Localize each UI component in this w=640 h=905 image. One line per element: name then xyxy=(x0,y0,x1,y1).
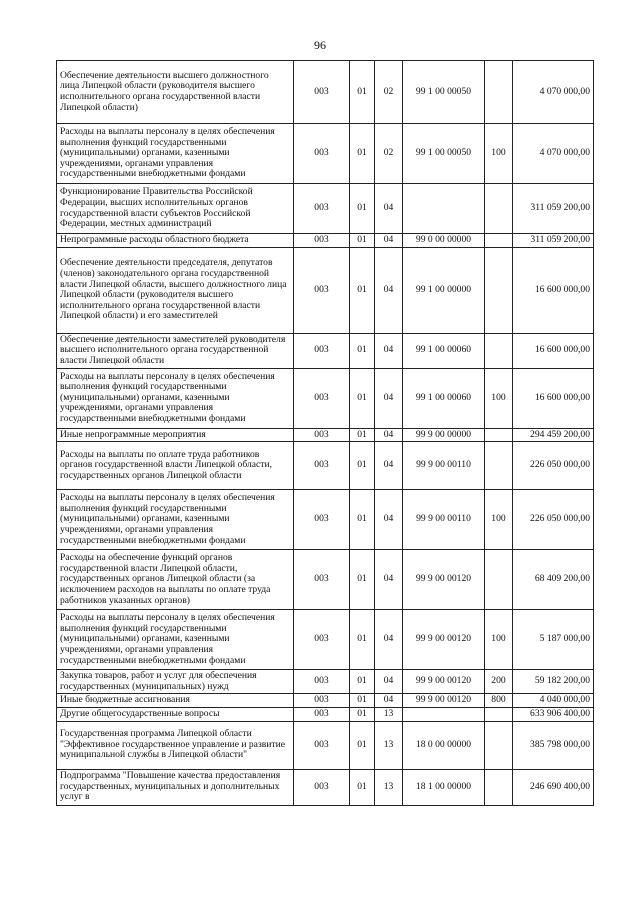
cell-section: 01 xyxy=(350,61,375,124)
cell-admin-code: 003 xyxy=(294,333,350,368)
table-row xyxy=(57,124,594,184)
cell-target-article: 99 0 00 00000 xyxy=(403,234,485,248)
cell-section: 01 xyxy=(350,442,375,490)
cell-amount: 311 059 200,00 xyxy=(513,234,594,248)
cell-section: 01 xyxy=(350,610,375,670)
cell-subsection: 13 xyxy=(375,769,403,805)
cell-expense-type: 800 xyxy=(485,694,513,708)
cell-admin-code: 003 xyxy=(294,124,350,184)
cell-admin-code: 003 xyxy=(294,550,350,610)
cell-admin-code: 003 xyxy=(294,490,350,550)
cell-target-article: 99 1 00 00050 xyxy=(403,61,485,124)
cell-admin-code: 003 xyxy=(294,428,350,442)
cell-expense-type: 100 xyxy=(485,368,513,428)
cell-subsection: 04 xyxy=(375,610,403,670)
cell-expense-type xyxy=(485,707,513,721)
cell-name: Иные бюджетные ассигнования xyxy=(57,694,294,708)
cell-name: Государственная программа Липецкой области "Эффективное государственное управление и развитие муниципальной службы в Липецкой области" xyxy=(57,721,294,769)
cell-expense-type xyxy=(485,234,513,248)
cell-name: Расходы на выплаты персоналу в целях обеспечения выполнения функций государственными (муниципальными) органами, казенными учреждениями, органами управления государственными внебюджетными фондами xyxy=(57,124,294,184)
table-row xyxy=(57,234,594,248)
cell-amount: 311 059 200,00 xyxy=(513,184,594,234)
table-row xyxy=(57,247,594,333)
cell-expense-type: 100 xyxy=(485,610,513,670)
cell-name: Расходы на выплаты по оплате труда работников органов государственной власти Липецкой области, государственных органов Липецкой области xyxy=(57,442,294,490)
cell-name: Расходы на выплаты персоналу в целях обеспечения выполнения функций государственными (муниципальными) органами, казенными учреждениями, органами управления государственными внебюджетными фондами xyxy=(57,368,294,428)
cell-subsection: 04 xyxy=(375,694,403,708)
cell-amount: 246 690 400,00 xyxy=(513,769,594,805)
cell-section: 01 xyxy=(350,184,375,234)
cell-expense-type xyxy=(485,721,513,769)
table-row xyxy=(57,368,594,428)
cell-subsection: 02 xyxy=(375,124,403,184)
cell-admin-code: 003 xyxy=(294,368,350,428)
table-row xyxy=(57,442,594,490)
cell-amount: 294 459 200,00 xyxy=(513,428,594,442)
cell-admin-code: 003 xyxy=(294,694,350,708)
cell-target-article: 99 1 00 00000 xyxy=(403,247,485,333)
cell-section: 01 xyxy=(350,707,375,721)
cell-name: Обеспечение деятельности высшего должностного лица Липецкой области (руководителя высшего исполнительного органа государственной власти Липецкой области) xyxy=(57,61,294,124)
cell-subsection: 04 xyxy=(375,368,403,428)
cell-amount: 4 040 000,00 xyxy=(513,694,594,708)
cell-section: 01 xyxy=(350,670,375,694)
cell-amount: 68 409 200,00 xyxy=(513,550,594,610)
table-row xyxy=(57,428,594,442)
cell-subsection: 04 xyxy=(375,670,403,694)
cell-subsection: 13 xyxy=(375,721,403,769)
cell-expense-type xyxy=(485,428,513,442)
table-row xyxy=(57,61,594,124)
cell-target-article xyxy=(403,184,485,234)
table-row xyxy=(57,184,594,234)
cell-subsection: 04 xyxy=(375,428,403,442)
cell-name: Подпрограмма "Повышение качества предоставления государственных, муниципальных и дополнительных услуг в xyxy=(57,769,294,805)
cell-target-article: 99 9 00 00110 xyxy=(403,490,485,550)
cell-subsection: 04 xyxy=(375,247,403,333)
cell-expense-type xyxy=(485,442,513,490)
cell-target-article: 99 9 00 00120 xyxy=(403,610,485,670)
cell-target-article xyxy=(403,707,485,721)
cell-name: Закупка товаров, работ и услуг для обеспечения государственных (муниципальных) нужд xyxy=(57,670,294,694)
cell-name: Расходы на обеспечение функций органов государственной власти Липецкой области, государственных органов Липецкой области (за исключением расходов на выплаты по оплате труда работников указанных органов) xyxy=(57,550,294,610)
table-row xyxy=(57,707,594,721)
cell-amount: 5 187 000,00 xyxy=(513,610,594,670)
cell-expense-type xyxy=(485,247,513,333)
cell-admin-code: 003 xyxy=(294,61,350,124)
cell-amount: 4 070 000,00 xyxy=(513,124,594,184)
cell-admin-code: 003 xyxy=(294,184,350,234)
cell-name: Расходы на выплаты персоналу в целях обеспечения выполнения функций государственными (муниципальными) органами, казенными учреждениями, органами управления государственными внебюджетными фондами xyxy=(57,490,294,550)
cell-name: Функционирование Правительства Российской Федерации, высших исполнительных органов государственной власти субъектов Российской Федерации, местных администраций xyxy=(57,184,294,234)
cell-subsection: 04 xyxy=(375,550,403,610)
cell-section: 01 xyxy=(350,490,375,550)
cell-section: 01 xyxy=(350,769,375,805)
table-row xyxy=(57,490,594,550)
cell-expense-type: 100 xyxy=(485,124,513,184)
table-row xyxy=(57,333,594,368)
cell-admin-code: 003 xyxy=(294,707,350,721)
cell-name: Другие общегосударственные вопросы xyxy=(57,707,294,721)
cell-admin-code: 003 xyxy=(294,670,350,694)
cell-subsection: 04 xyxy=(375,490,403,550)
cell-amount: 633 906 400,00 xyxy=(513,707,594,721)
cell-section: 01 xyxy=(350,550,375,610)
table-row xyxy=(57,670,594,694)
cell-admin-code: 003 xyxy=(294,721,350,769)
table-row xyxy=(57,610,594,670)
cell-expense-type xyxy=(485,550,513,610)
cell-section: 01 xyxy=(350,428,375,442)
cell-section: 01 xyxy=(350,694,375,708)
cell-target-article: 99 9 00 00120 xyxy=(403,550,485,610)
table-row xyxy=(57,694,594,708)
cell-target-article: 99 1 00 00060 xyxy=(403,333,485,368)
cell-subsection: 13 xyxy=(375,707,403,721)
cell-expense-type xyxy=(485,769,513,805)
cell-admin-code: 003 xyxy=(294,769,350,805)
page-number: 96 xyxy=(314,38,326,52)
cell-amount: 16 600 000,00 xyxy=(513,247,594,333)
cell-amount: 16 600 000,00 xyxy=(513,333,594,368)
cell-expense-type xyxy=(485,333,513,368)
table-row xyxy=(57,769,594,805)
cell-target-article: 99 1 00 00060 xyxy=(403,368,485,428)
cell-admin-code: 003 xyxy=(294,247,350,333)
cell-admin-code: 003 xyxy=(294,442,350,490)
cell-target-article: 18 1 00 00000 xyxy=(403,769,485,805)
cell-target-article: 99 9 00 00120 xyxy=(403,670,485,694)
cell-amount: 226 050 000,00 xyxy=(513,490,594,550)
cell-admin-code: 003 xyxy=(294,610,350,670)
cell-section: 01 xyxy=(350,333,375,368)
cell-expense-type xyxy=(485,61,513,124)
cell-amount: 59 182 200,00 xyxy=(513,670,594,694)
cell-target-article: 99 9 00 00110 xyxy=(403,442,485,490)
cell-section: 01 xyxy=(350,368,375,428)
cell-section: 01 xyxy=(350,247,375,333)
cell-target-article: 99 9 00 00000 xyxy=(403,428,485,442)
cell-name: Расходы на выплаты персоналу в целях обеспечения выполнения функций государственными (муниципальными) органами, казенными учреждениями, органами управления государственными внебюджетными фондами xyxy=(57,610,294,670)
cell-name: Обеспечение деятельности председателя, депутатов (членов) законодательного органа государственной власти Липецкой области, высшего должностного лица Липецкой области (руководителя высшего исполнительного органа государственной власти Липецкой области) и его заместителей xyxy=(57,247,294,333)
cell-amount: 16 600 000,00 xyxy=(513,368,594,428)
cell-amount: 385 798 000,00 xyxy=(513,721,594,769)
cell-section: 01 xyxy=(350,721,375,769)
cell-target-article: 99 1 00 00050 xyxy=(403,124,485,184)
cell-subsection: 04 xyxy=(375,234,403,248)
cell-expense-type xyxy=(485,184,513,234)
cell-amount: 4 070 000,00 xyxy=(513,61,594,124)
cell-target-article: 18 0 00 00000 xyxy=(403,721,485,769)
cell-name: Непрограммные расходы областного бюджета xyxy=(57,234,294,248)
cell-section: 01 xyxy=(350,234,375,248)
cell-subsection: 04 xyxy=(375,442,403,490)
table-row xyxy=(57,721,594,769)
cell-section: 01 xyxy=(350,124,375,184)
cell-subsection: 02 xyxy=(375,61,403,124)
table-row xyxy=(57,550,594,610)
cell-name: Иные непрограммные мероприятия xyxy=(57,428,294,442)
cell-subsection: 04 xyxy=(375,184,403,234)
cell-name: Обеспечение деятельности заместителей руководителя высшего исполнительного органа государственной власти Липецкой области xyxy=(57,333,294,368)
cell-expense-type: 100 xyxy=(485,490,513,550)
cell-amount: 226 050 000,00 xyxy=(513,442,594,490)
budget-table xyxy=(56,60,594,806)
cell-subsection: 04 xyxy=(375,333,403,368)
cell-admin-code: 003 xyxy=(294,234,350,248)
cell-expense-type: 200 xyxy=(485,670,513,694)
cell-target-article: 99 9 00 00120 xyxy=(403,694,485,708)
